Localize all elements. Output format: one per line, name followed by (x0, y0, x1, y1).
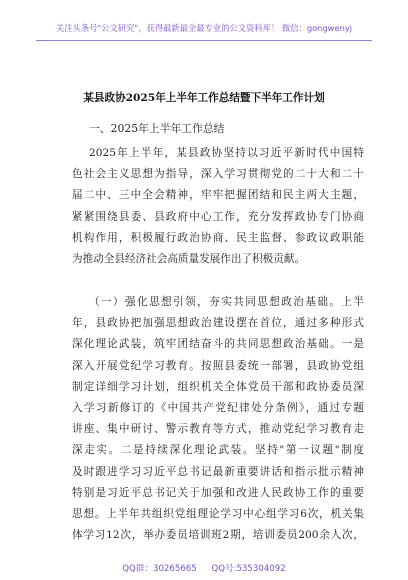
text-line: 及时跟进学习习近平总书记最新重要讲话和指示批示精神 (72, 465, 364, 478)
text-line: （一）强化思想引领，夯实共同思想政治基础。上半 (89, 296, 364, 308)
text-line: 届二中、三中全会精神，牢牢把握团结和民主两大主题， (72, 189, 364, 202)
text-line: 2025年上半年，某县政协坚持以习近平新时代中国特 (89, 147, 364, 159)
text-line: 思想。上半年共组织党组理论学习中心组学习6次，机关集 (72, 507, 364, 520)
qq-group: QQ群：30265665 (122, 564, 197, 574)
text-line: 特别是习近平总书记关于加强和改进人民政协工作的重要 (72, 486, 364, 499)
text-line: 紧紧围绕县委、县政府中心工作，充分发挥政协专门协商 (72, 210, 364, 223)
text-line: 深入开展党纪学习教育。按照县委统一部署，县政协党组 (72, 359, 364, 372)
subsection-paragraph (72, 292, 364, 546)
text-line: 制定详细学习计划，组织机关全体党员干部和政协委员深 (72, 380, 364, 393)
text-line: 入学习新修订的《中国共产党纪律处分条例》，通过专题 (72, 401, 364, 414)
document-title: 某县政协2025年上半年工作总结暨下半年工作计划 (83, 92, 325, 104)
text-line: 讲座、集中研讨、警示教育等方式，推动党纪学习教育走 (72, 423, 364, 436)
text-line: 体学习12次，举办委员培训班2期，培训委员200余人次， (72, 529, 364, 542)
intro-paragraph (72, 143, 364, 270)
text-line: 年，县政协把加强思想政治建设摆在首位，通过多种形式 (72, 317, 364, 330)
header-banner: 关注头条号"公文研究"，获得最新最全最专业的公文资料库！ 微信：gongwenyj (55, 23, 353, 33)
header-divider (36, 40, 372, 41)
qq-number: QQ号:535304092 (211, 564, 286, 574)
section-heading: 一、2025年上半年工作总结 (89, 122, 225, 135)
text-line: 深走实。二是持续深化理论武装。坚持"第一议题"制度 (72, 444, 364, 457)
text-line: 色社会主义思想为指导，深入学习贯彻党的二十大和二十 (72, 168, 364, 181)
text-line: 为推动全县经济社会高质量发展作出了积极贡献。 (72, 252, 306, 265)
footer-contact (0, 562, 408, 574)
text-line: 深化理论武装，筑牢团结奋斗的共同思想政治基础。一是 (72, 338, 364, 351)
text-line: 机构作用，积极履行政治协商、民主监督、参政议政职能 (72, 231, 364, 244)
